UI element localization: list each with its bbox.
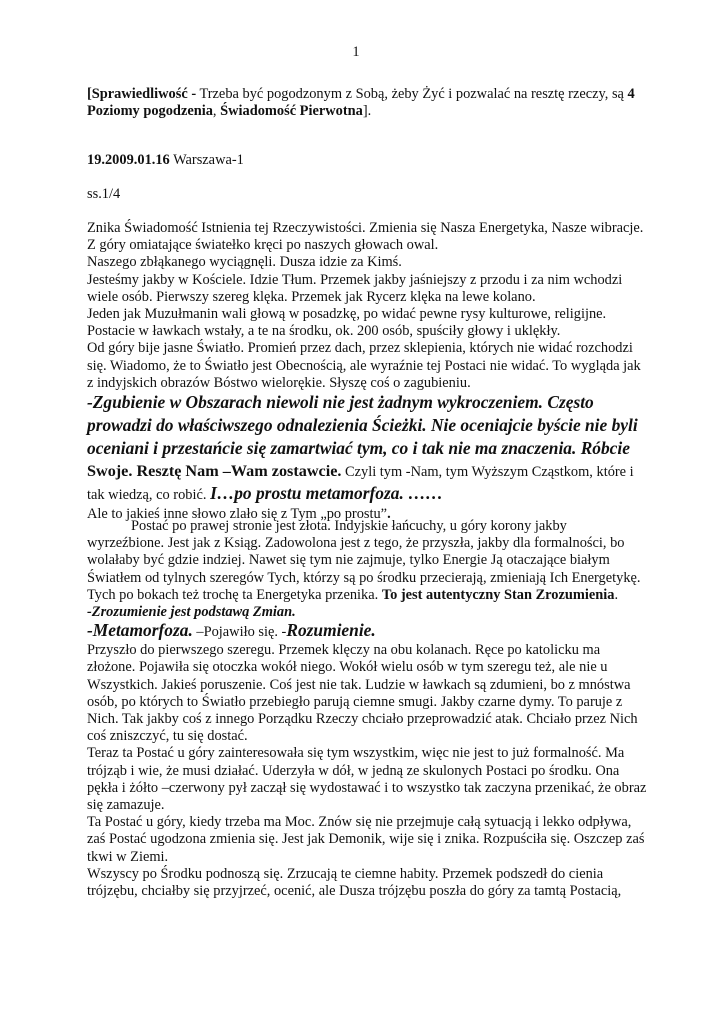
second-section	[87, 518, 647, 900]
topic-title: [Sprawiedliwość -	[87, 86, 197, 102]
quote-lost-path: -Zgubienie w Obszarach niewoli nie jest żadnym wykroczeniem. Często prowadzi do właściwszego odnalezienia Ścieżki. Nie oceniajcie byście nie byli oceniani i przestańcie się zamartwiać tym, co i tak nie ma znaczenia. Róbcie	[87, 392, 638, 459]
paragraph-text: Postać po prawej stronie jest złota. Indyjskie łańcuchy, u góry korony jakby wyrzeźbione. Jest jak z Ksiąg. Zadowolona jest z tego, że przyszła, jakby dla formalności, bo wolałaby być gdzie indziej. Nawet się tym nie zajmuje, tylko Energie Ją otaczające białym Światłem od tylnych szeregów Tych, którzy są po środku przecierają, zmieniają Ich Energetykę. Tych po bokach też trochę ta Energetyka przenika.	[87, 518, 641, 603]
session-date: 19.2009.01.16	[87, 152, 170, 168]
paragraph: Jesteśmy jakby w Kościele. Idzie Tłum. Przemek jakby jaśniejszy z przodu i za nim wchodzi wiele osób. Pierwszy szereg klęka. Przemek jak Rycerz klęka na lewe kolano.	[87, 271, 623, 305]
paragraph: Znika Świadomość Istnienia tej Rzeczywistości. Zmienia się Nasza Energetyka, Nasze wibracje. Z góry omiatające światełko kręci po naszych głowach owal.	[87, 220, 644, 254]
quote-appeared: –Pojawiło się. -	[192, 624, 287, 641]
paragraph: Wszyscy po Środku podnoszą się. Zrzucają te ciemne habity. Przemek podszedł do cienia trójzębu, chciałby się przyjrzeć, ocenić, ale Dusza trójzębu poszła do góry za tamtą Postacią,	[87, 865, 622, 900]
paragraph: Od góry bije jasne Światło. Promień przez dach, przez sklepienia, których nie widać rozchodzi się. Wiadomo, że to Światło jest Obecnością, ale wyraźnie tej Postaci nie widać. To wygląda jak z indyjskich obrazów Bóstwo wielorękie. Słyszę coś o zagubieniu.	[87, 340, 641, 391]
paragraph: Postacie w ławkach wstały, a te na środku, ok. 200 osób, spuściły głowy i uklękły.	[87, 323, 561, 340]
understanding-state: To jest autentyczny Stan Zrozumienia	[381, 586, 615, 603]
quote-metamorphosis: I…po prostu metamorfoza. ……	[210, 483, 443, 504]
quote-line	[87, 621, 647, 642]
header-close: ].	[362, 103, 372, 120]
header-paragraph	[87, 86, 647, 120]
quote-understanding: -Zrozumienie jest podstawą Zmian.	[87, 604, 296, 621]
session-place: Warszawa-1	[169, 152, 244, 168]
awareness-phrase: Świadomość Pierwotna	[220, 103, 363, 120]
main-text	[87, 220, 647, 523]
paragraph: Jeden jak Muzułmanin wali głową w posadzkę, po widać pewne rysy kulturowe, religijne.	[87, 306, 607, 323]
paragraph: Naszego zbłąkanego wyciągnęli. Dusza idzie za Kimś.	[87, 254, 402, 271]
quote-tail: Czyli tym -Nam, tym Wyższym Cząstkom, które i tak wiedzą, co robić.	[87, 464, 634, 504]
quote-rozumienie: Rozumienie.	[286, 620, 376, 641]
quote-paragraph	[87, 392, 647, 506]
topic-text: Trzeba być pogodzonym z Sobą, żeby Żyć i pozwalać na resztę rzeczy, są	[196, 86, 628, 102]
session-line	[87, 152, 647, 169]
paragraph: Ta Postać u góry, kiedy trzeba ma Moc. Znów się nie przejmuje całą sytuacją i lekko odpływa, zaś Postać ugodzona zmienia się. Jest jak Demonik, wije się i znika. Rozpuściła się. Oszczep zaś tkwi w Ziemi.	[87, 814, 645, 865]
paragraph-end: .	[387, 506, 391, 523]
paragraph-end: .	[614, 586, 619, 603]
levels-phrase: 4 Poziomy pogodzenia	[87, 86, 635, 120]
quote-leave-rest: Swoje. Resztę Nam –Wam zostawcie.	[87, 462, 342, 481]
paragraph-text: Ale to jakieś inne słowo zlało się z Tym „po prostu”	[87, 506, 388, 523]
page-number: 1	[352, 44, 360, 60]
session-pages: ss.1/4	[87, 186, 121, 202]
quote-metamorfoza: -Metamorfoza.	[87, 620, 193, 641]
paragraph: Teraz ta Postać u góry zainteresowała się tym wszystkim, więc nie jest to już formalność. Ma trójząb i wie, że musi działać. Uderzyła w dół, w jedną ze skulonych Postaci po środku. Ona pękła i żółto –czerwony pył zaczął się wydostawać i to wszystko tak zaczyna przenikać, że obraz się zamazuje.	[87, 745, 647, 814]
document-page	[87, 0, 647, 1024]
paragraph	[87, 518, 647, 604]
comma: ,	[212, 103, 221, 120]
paragraph: Przyszło do pierwszego szeregu. Przemek klęczy na obu kolanach. Ręce po katolicku ma złożone. Pojawiła się otoczka wokół niego. Wokół wielu osób w tym szeregu też, ale nie u Wszystkich. Jakieś poruszenie. Coś jest nie tak. Ludzie w ławkach są zdumieni, bo z mnóstwa osób, po których to Światło przebiegło parują ciemne smugi. Jakby czarne dymy. To paruje z Nich. Tak jakby coś z innego Porządku Rzeczy chciało przeprowadzić atak. Chciało przez Nich coś zniszczyć, tu się dostać.	[87, 642, 638, 745]
